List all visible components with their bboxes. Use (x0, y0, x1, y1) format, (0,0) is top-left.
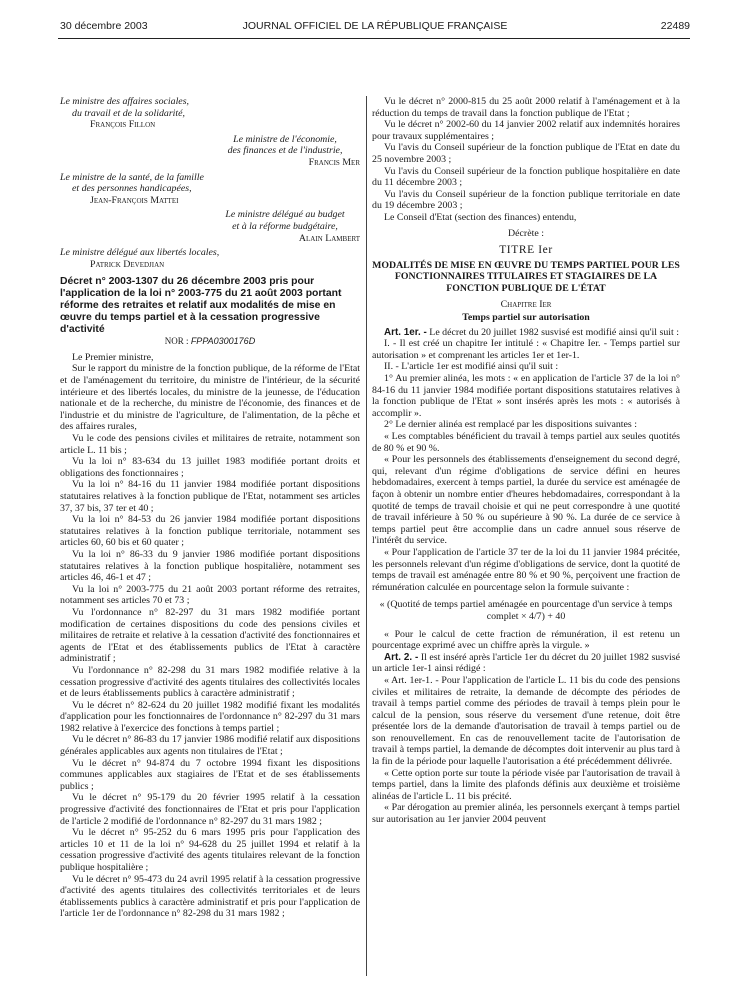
paragraph: Vu le décret n° 95-179 du 20 février 1995 relatif à la cessation progressive d'activité des fonctionnaires de l'Etat et pris pour l'application de l'article 2 modifié de l'ordonnance n° 82-297 du 31 mars 1982 ; (60, 792, 360, 827)
left-column (60, 96, 360, 920)
paragraph: Vu le décret n° 82-624 du 20 juillet 1982 modifié fixant les modalités d'application pour les fonctionnaires de l'ordonnance n° 82-297 du 31 mars 1982 relative à l'exercice des fonctions à temps partiel ; (60, 699, 360, 734)
signature-role: Le ministre des affaires sociales, (60, 96, 190, 107)
header-date: 30 décembre 2003 (60, 20, 148, 32)
visas-continued (372, 96, 680, 224)
article-text: Le décret du 20 juillet 1982 susvisé est modifié ainsi qu'il suit : (429, 326, 679, 338)
signature-role: Le ministre délégué au budget (225, 209, 345, 221)
paragraph: Vu l'avis du Conseil supérieur de la fonction publique de l'Etat en date du 25 novembre 2003 ; (372, 142, 680, 165)
signature-role: Le ministre de l'économie, (233, 133, 337, 145)
titre-heading: MODALITÉS DE MISE EN ŒUVRE DU TEMPS PARTIEL POUR LES FONCTIONNAIRES TITULAIRES ET STAGIAIRES DE LA FONCTION PUBLIQUE DE L'ÉTAT (372, 259, 680, 294)
chapitre-heading: Temps partiel sur autorisation (462, 312, 590, 324)
signature-role: Le ministre de la santé, de la famille (60, 171, 204, 183)
paragraph: « Pour le calcul de cette fraction de rémunération, il est retenu un pourcentage exprimé avec un chiffre après la virgule. » (372, 628, 680, 652)
paragraph: Vu la loi n° 86-33 du 9 janvier 1986 modifiée portant dispositions statutaires relatives à la fonction publique hospitalière, notamment ses articles 46, 46-1 et 47 ; (60, 548, 360, 584)
paragraph: 2° Le dernier alinéa est remplacé par les dispositions suivantes : (384, 419, 637, 431)
paragraph: Sur le rapport du ministre de la fonction publique, de la réforme de l'Etat et de l'aménagement du territoire, du ministre de l'intérieur, de la sécurité intérieure et des libertés locales, du ministre de la jeunesse, de l'éducation nationale et de la recherche, du ministre de l'économie, des finances et de l'industrie et du ministre de l'agriculture, de l'alimentation, de la pêche et des affaires rurales, (60, 363, 360, 433)
signature-sante (60, 172, 360, 207)
paragraph: Vu la loi n° 84-53 du 26 janvier 1984 modifiée portant dispositions statutaires relatives à la fonction publique territoriale, notamment ses articles 60, 60 bis et 60 quater ; (60, 514, 360, 549)
paragraph: Vu le décret n° 2000-815 du 25 août 2000 relatif à l'aménagement et à la réduction du temps de travail dans la fonction publique de l'Etat ; (372, 96, 680, 119)
header-rule (58, 38, 690, 39)
signature-economie (60, 134, 360, 169)
signature-name: Patrick Devedjian (90, 258, 165, 270)
article-label: Art. 2. - (384, 651, 419, 663)
header-journal-title: JOURNAL OFFICIEL DE LA RÉPUBLIQUE FRANÇAISE (242, 20, 508, 32)
signature-role: et à la réforme budgétaire, (232, 220, 338, 232)
right-column (372, 96, 680, 826)
signature-affaires-sociales (60, 96, 360, 131)
paragraph: Vu le décret n° 2002-60 du 14 janvier 2002 relatif aux indemnités horaires pour travaux supplémentaires ; (372, 119, 680, 142)
article-label: Art. 1er. - (384, 326, 427, 338)
header-page-number: 22489 (660, 20, 690, 32)
signature-role: du travail et de la solidarité, (72, 107, 186, 119)
article-text: Il est inséré après l'article 1er du décret du 20 juillet 1982 susvisé un article 1er-1 ainsi rédigé : (372, 651, 680, 675)
visas-list (60, 352, 360, 920)
paragraph: « Les comptables bénéficient du travail à temps partiel aux seules quotités de 80 % et 90 %. (372, 431, 680, 454)
paragraph: « Pour l'application de l'article 37 ter de la loi du 11 janvier 1984 précitée, les personnels relevant d'un régime d'obligations de service, dont la quotité de temps de travail est aménagée entre 80 % et 90 %, perçoivent une fraction de rémunération calculée en pourcentage selon la formule suivante : (372, 546, 680, 593)
paragraph: Vu la loi n° 84-16 du 11 janvier 1984 modifiée portant dispositions statutaires relatives à la fonction publique de l'Etat, notamment ses articles 37, 37 bis, 37 ter et 40 ; (60, 479, 360, 514)
paragraph: Vu l'ordonnance n° 82-298 du 31 mars 1982 modifiée relative à la cessation progressive d'activité des agents titulaires des collectivités locales et de leurs établissements publics à caractère administratif ; (60, 664, 360, 700)
nor-reference (60, 336, 360, 348)
paragraph: « Cette option porte sur toute la période visée par l'autorisation de travail à temps partiel, dans la limite des plafonds définis aux deuxième et troisième alinéas de l'article L. 11 bis précité. (372, 767, 680, 802)
paragraph: Vu le décret n° 94-874 du 7 octobre 1994 fixant les dispositions communes applicables aux stagiaires de l'Etat et de ses établissements publics ; (60, 757, 360, 792)
paragraph: Vu le décret n° 86-83 du 17 janvier 1986 modifié relatif aux dispositions générales applicables aux agents non titulaires de l'Etat ; (60, 734, 360, 758)
paragraph: I. - Il est créé un chapitre Ier intitulé : « Chapitre Ier. - Temps partiel sur autorisation » et comprenant les articles 1er et 1er-1. (372, 338, 680, 361)
paragraph: Vu le code des pensions civiles et militaires de retraite, notamment son article L. 11 bis ; (60, 433, 360, 456)
signature-name: Jean-François Mattei (90, 194, 179, 206)
paragraph: 1° Au premier alinéa, les mots : « en application de l'article 37 de la loi n° 84-16 du 11 janvier 1984 modifiée portant dispositions statutaires relatives à la fonction publique de l'Etat » sont insérés après les mots : « autorisés à accomplir ». (372, 373, 680, 419)
signature-role: des finances et de l'industrie, (227, 145, 343, 157)
column-separator (366, 96, 367, 976)
paragraph: Vu l'ordonnance n° 82-297 du 31 mars 1982 modifiée portant modification de certaines dispositions du code des pensions civiles et militaires de retraite et relative à la cessation d'activité des fonctionnaires et agents de l'Etat et des établissements publics de l'Etat à caractère administratif ; (60, 606, 360, 665)
signature-budget (60, 209, 360, 244)
signature-role: Le ministre délégué aux libertés locales, (60, 247, 220, 259)
signature-name: Alain Lambert (298, 232, 360, 244)
paragraph: Le Premier ministre, (72, 351, 154, 363)
paragraph: « Art. 1er-1. - Pour l'application de l'article L. 11 bis du code des pensions civiles et militaires de retraite, la demande de décompte des périodes de travail à temps partiel comme des périodes de travail à temps plein pour le calcul de la pension, sous réserve du versement d'une retenue, doit être présentée lors de la demande d'autorisation de travail à temps partiel ou de son renouvellement. En cas de renouvellement tacite de l'autorisation de travail à temps partiel, la demande de décomptes doit intervenir au plus tard à la fin de la période pour laquelle l'autorisation a été précédemment délivrée. (372, 674, 680, 768)
paragraph: Le Conseil d'Etat (section des finances) entendu, (384, 211, 577, 223)
article-1 (372, 327, 680, 339)
paragraph: Vu la loi n° 83-634 du 13 juillet 1983 modifiée portant droits et obligations des fonctionnaires ; (60, 456, 360, 479)
paragraph: « Par dérogation au premier alinéa, les personnels exerçant à temps partiel sur autorisation au 1er janvier 2004 peuvent (372, 802, 680, 826)
decrete-line: Décrète : (508, 227, 544, 239)
paragraph: « Pour les personnels des établissements d'enseignement du second degré, qui, relevant d'un régime d'obligations de service défini en heures hebdomadaires, exercent à temps partiel, la durée du service est aménagée de façon à obtenir un nombre entier d'heures hebdomadaires, correspondant à la quotité de temps de travail choisie et qui ne peut correspondre à une quotité de travail inférieure à 50 % ou supérieure à 90 %. La durée de ce service à temps partiel peut être accomplie dans un cadre annuel sous réserve de l'intérêt du service. (372, 454, 680, 547)
chapitre-label: Chapitre Ier (500, 298, 552, 310)
nor-code: FPPA0300176D (190, 336, 256, 347)
paragraph: Vu le décret n° 95-473 du 24 avril 1995 relatif à la cessation progressive d'activité des agents titulaires des collectivités territoriales et de leurs établissements publics à caractère administratif et pris pour l'application de l'article 1er de l'ordonnance n° 82-298 du 31 mars 1982 ; (60, 873, 360, 920)
signature-name: François Fillon (90, 119, 156, 131)
signature-role: et des personnes handicapées, (72, 183, 192, 195)
decree-title: Décret n° 2003-1307 du 26 décembre 2003 pris pour l'application de la loi n° 2003-775 du 21 août 2003 portant réforme des retraites et relatif aux modalités de mise en œuvre du temps partiel et à la cessation progressive d'activité (60, 276, 342, 335)
remuneration-formula: « (Quotité de temps partiel aménagée en pourcentage d'un service à temps complet × 4/7) + 40 (379, 599, 673, 622)
titre-label: TITRE Ier (499, 244, 553, 257)
signature-name: Francis Mer (308, 156, 360, 168)
paragraph: Vu la loi n° 2003-775 du 21 août 2003 portant réforme des retraites, notamment ses articles 70 et 73 ; (60, 583, 360, 607)
article-2 (372, 652, 680, 675)
paragraph: II. - L'article 1er est modifié ainsi qu'il suit : (384, 361, 559, 373)
paragraph: Vu l'avis du Conseil supérieur de la fonction publique territoriale en date du 19 décembre 2003 ; (372, 188, 680, 212)
nor-label: NOR : (164, 336, 189, 347)
article-1-items (372, 338, 680, 593)
paragraph: Vu le décret n° 95-252 du 6 mars 1995 pris pour l'application des articles 10 et 11 de la loi n° 94-628 du 25 juillet 1994 et relatif à la cessation progressive d'activité des agents titulaires relevant de la fonction publique hospitalière ; (60, 827, 360, 874)
paragraph: Vu l'avis du Conseil supérieur de la fonction publique hospitalière en date du 11 décembre 2003 ; (372, 165, 680, 189)
page-header (60, 20, 690, 36)
signature-libertes (60, 247, 360, 270)
article-2-items (372, 675, 680, 826)
